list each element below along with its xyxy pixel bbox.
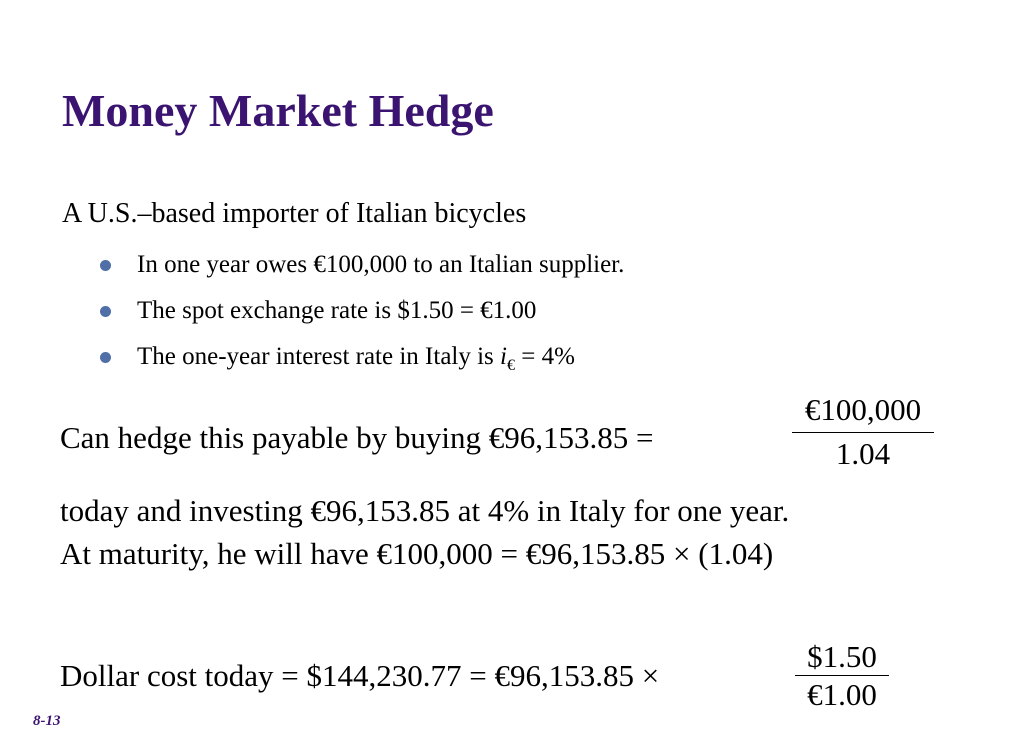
bullet-text: The spot exchange rate is $1.50 = €1.00 (137, 297, 537, 324)
slide-number: 8-13 (33, 713, 61, 729)
bullet-dot-icon (100, 306, 111, 317)
bullet-dot-icon (100, 260, 111, 271)
fraction-denominator: 1.04 (835, 436, 891, 472)
interest-variable: i (500, 343, 507, 370)
investing-line: today and investing €96,153.85 at 4% in Italy for one year. (60, 493, 790, 528)
bullet-item-debt (100, 250, 624, 280)
intro-text: A U.S.–based importer of Italian bicycles (62, 198, 527, 229)
fraction-numerator: €100,000 (792, 391, 934, 433)
bullet-text-prefix: The one-year interest rate in Italy is (137, 343, 501, 370)
slide-title: Money Market Hedge (62, 85, 494, 136)
bullet-text: In one year owes €100,000 to an Italian supplier. (137, 251, 625, 278)
bullet-item-interest-rate (100, 342, 575, 372)
fraction-numerator: $1.50 (795, 638, 889, 676)
euro-subscript: € (507, 357, 515, 374)
fraction-exchange-rate (795, 638, 889, 713)
fraction-euro-amount (792, 391, 934, 472)
bullet-dot-icon (100, 352, 111, 363)
bullet-item-spot-rate (100, 296, 536, 326)
hedge-line: Can hedge this payable by buying €96,153.85 = (60, 420, 654, 455)
maturity-line: At maturity, he will have €100,000 = €96,153.85 × (1.04) (60, 536, 774, 571)
dollar-cost-line: Dollar cost today = $144,230.77 = €96,153.85 × (60, 658, 660, 693)
fraction-denominator: €1.00 (807, 677, 877, 713)
bullet-text (137, 342, 575, 372)
bullet-text-suffix: = 4% (515, 343, 575, 370)
